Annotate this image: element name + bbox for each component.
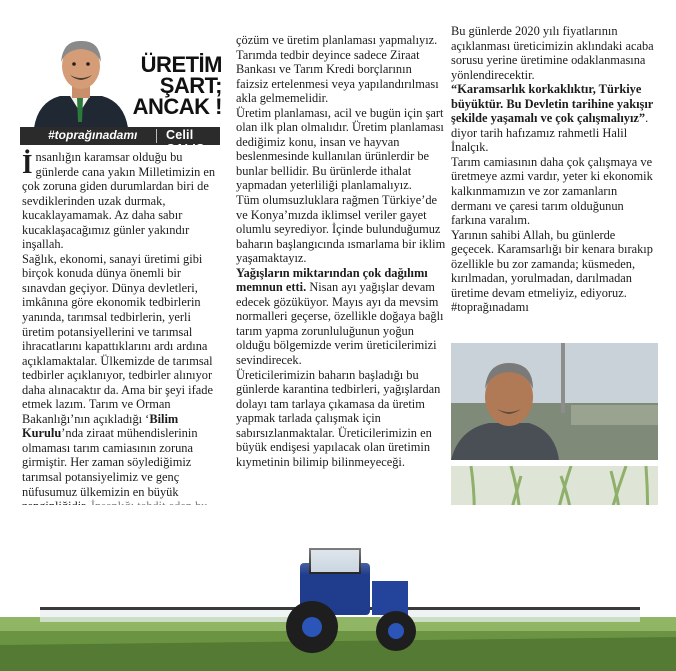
paragraph: Üreticilerimizin baharın başladığı bu günlerde karantina tedbirleri, yağışlardan dolayı tam tarlaya çıkamasa da üretim yapmak tarlada çalışmak için sabırsızlanmaktalar. Üreticilerimizin en büyük endişesi yapılacak olan üretimin kıymetinin bilimip bilinmeyeceği. xyxy=(236,367,441,469)
paragraph-text: nsanlığın karamsar olduğu bu günlerde cana yakın Milletimizin en çok zoruna giden durumlardan biri de sevdiklerinden uzak durmak, kucaklayamamak. Az daha sabır kucaklaşacağımız günler yakındır inşallah. xyxy=(22,150,216,252)
paragraph: çözüm ve üretim planlaması yapmalıyız. Tarımda tedbir deyince sadece Ziraat Bankası ve Tarım Kredi borçlarının faizsiz ertelenmesi veya yapılandırılması akla gelmemelidir. xyxy=(236,33,439,106)
tractor-spraying-field-photo xyxy=(0,505,676,671)
paragraph: Yarının sahibi Allah, bu günlerde geçecek. Karamsarlığı bir kenara bırakıp özellikle bu zor zamanda; küsmeden, kırılmadan, yorulmadan, darılmadan üretime devam etmeliyiz, ediyoruz. #toprağınadamı xyxy=(451,227,653,315)
paragraph-text: Sağlık, ekonomi, sanayi üretimi gibi birçok konuda dünya önemli bir sınavdan geçiyor. Dünya devletleri, imkânına göre ekonomik tedbirlerin yanında, tarımsal tedbirlerin, yerli üretim potansiyellerini ve tarımsal ihracatlarını kapattıklarını ardı ardına açıklamaktalar. Ülkemizde de tarımsal tedbirler açıklanıyor, tedbirler alınıyor daha alınacaktır da. Ama bir şeyi ifade etmek lazım. Tarım ve Orman Bakanlığı’nın açıkladığı ‘ xyxy=(22,251,213,426)
bold-quote: “Karamsarlık korkaklıktır, Türkiye büyüktür. Bu Devletin tarihine yakışır şekilde yaşamalı ve çok çalışmalıyız” xyxy=(451,82,654,126)
paragraph xyxy=(22,150,225,252)
bold-text: Bilim Kurulu xyxy=(22,411,179,441)
text-column-1 xyxy=(22,150,225,557)
headline-line2: ŞART; xyxy=(159,73,222,98)
paragraph: Üretim planlaması, acil ve bugün için şart olan ilk plan olmalıdır. Üretim planlaması dediğimiz konu, insan ve hayvan beslenmesinde kullanılan ürünlerdir be bunlar bellidir. Bu ürünlerde ithalat yapmadan yeterliliği planlamalıyız. xyxy=(236,105,444,193)
farmer-photo xyxy=(451,343,658,460)
paragraph-text: ’nda ziraat mühendislerinin olmaması tarım camiasının zoruna girmiştir. Her zaman söylediğimiz tarımsal potansiyelimiz ve genç nüfusumuz ülkemizin en büyük xyxy=(22,426,198,499)
headline-line1: ÜRETİM xyxy=(140,52,222,77)
paragraph-text: Nisan ayı yağışlar devam edecek gözüküyor. Mayıs ayı da mevsim normalleri geçerse, özellikle doğaya bağlı tarım yapma zorunluluğunun yoğun olduğu bölgemizde verim üreticilerimizi sevindirecek. xyxy=(236,280,444,368)
drop-cap: İ xyxy=(22,149,33,179)
author-portrait xyxy=(30,32,132,128)
author-name: Celil ÇALIŞ xyxy=(166,128,205,156)
paragraph: Tüm olumsuzluklara rağmen Türkiye’de ve Konya’mızda iklimsel veriler gayet olumlu seyrediyor. İçinde bulunduğumuz baharın başlangıcında ısmarlama bir iklim yaşamaktayız. xyxy=(236,193,446,266)
paragraph xyxy=(236,266,446,368)
bold-text: Yağışların miktarından çok dağılımı memnun etti. xyxy=(236,265,428,295)
paragraph-text: . diyor tarih hafızamız rahmetli Halil İnalçık. xyxy=(451,111,649,155)
text-column-2 xyxy=(236,33,446,469)
column-hashtag: #toprağınadamı xyxy=(48,128,138,142)
column-tag-bar xyxy=(20,127,220,156)
text-column-3 xyxy=(451,24,659,315)
paragraph xyxy=(451,82,659,155)
article-headline xyxy=(128,54,222,117)
paragraph: Bu günlerde 2020 yılı fiyatlarının açıklanması üreticimizin aklındaki acaba sorusu yerine üretimine odaklanmasına yönlendirecektir. xyxy=(451,24,654,82)
paragraph: Tarım camiasının daha çok çalışmaya ve üretmeye azmi vardır, yeter ki ekonomik kalkınmamızın ve zor zamanların dermanı ve çaresi tarım olduğunun farkına varalım. xyxy=(451,154,653,228)
headline-line3: ANCAK ! xyxy=(132,94,222,119)
tag-divider xyxy=(156,129,157,143)
